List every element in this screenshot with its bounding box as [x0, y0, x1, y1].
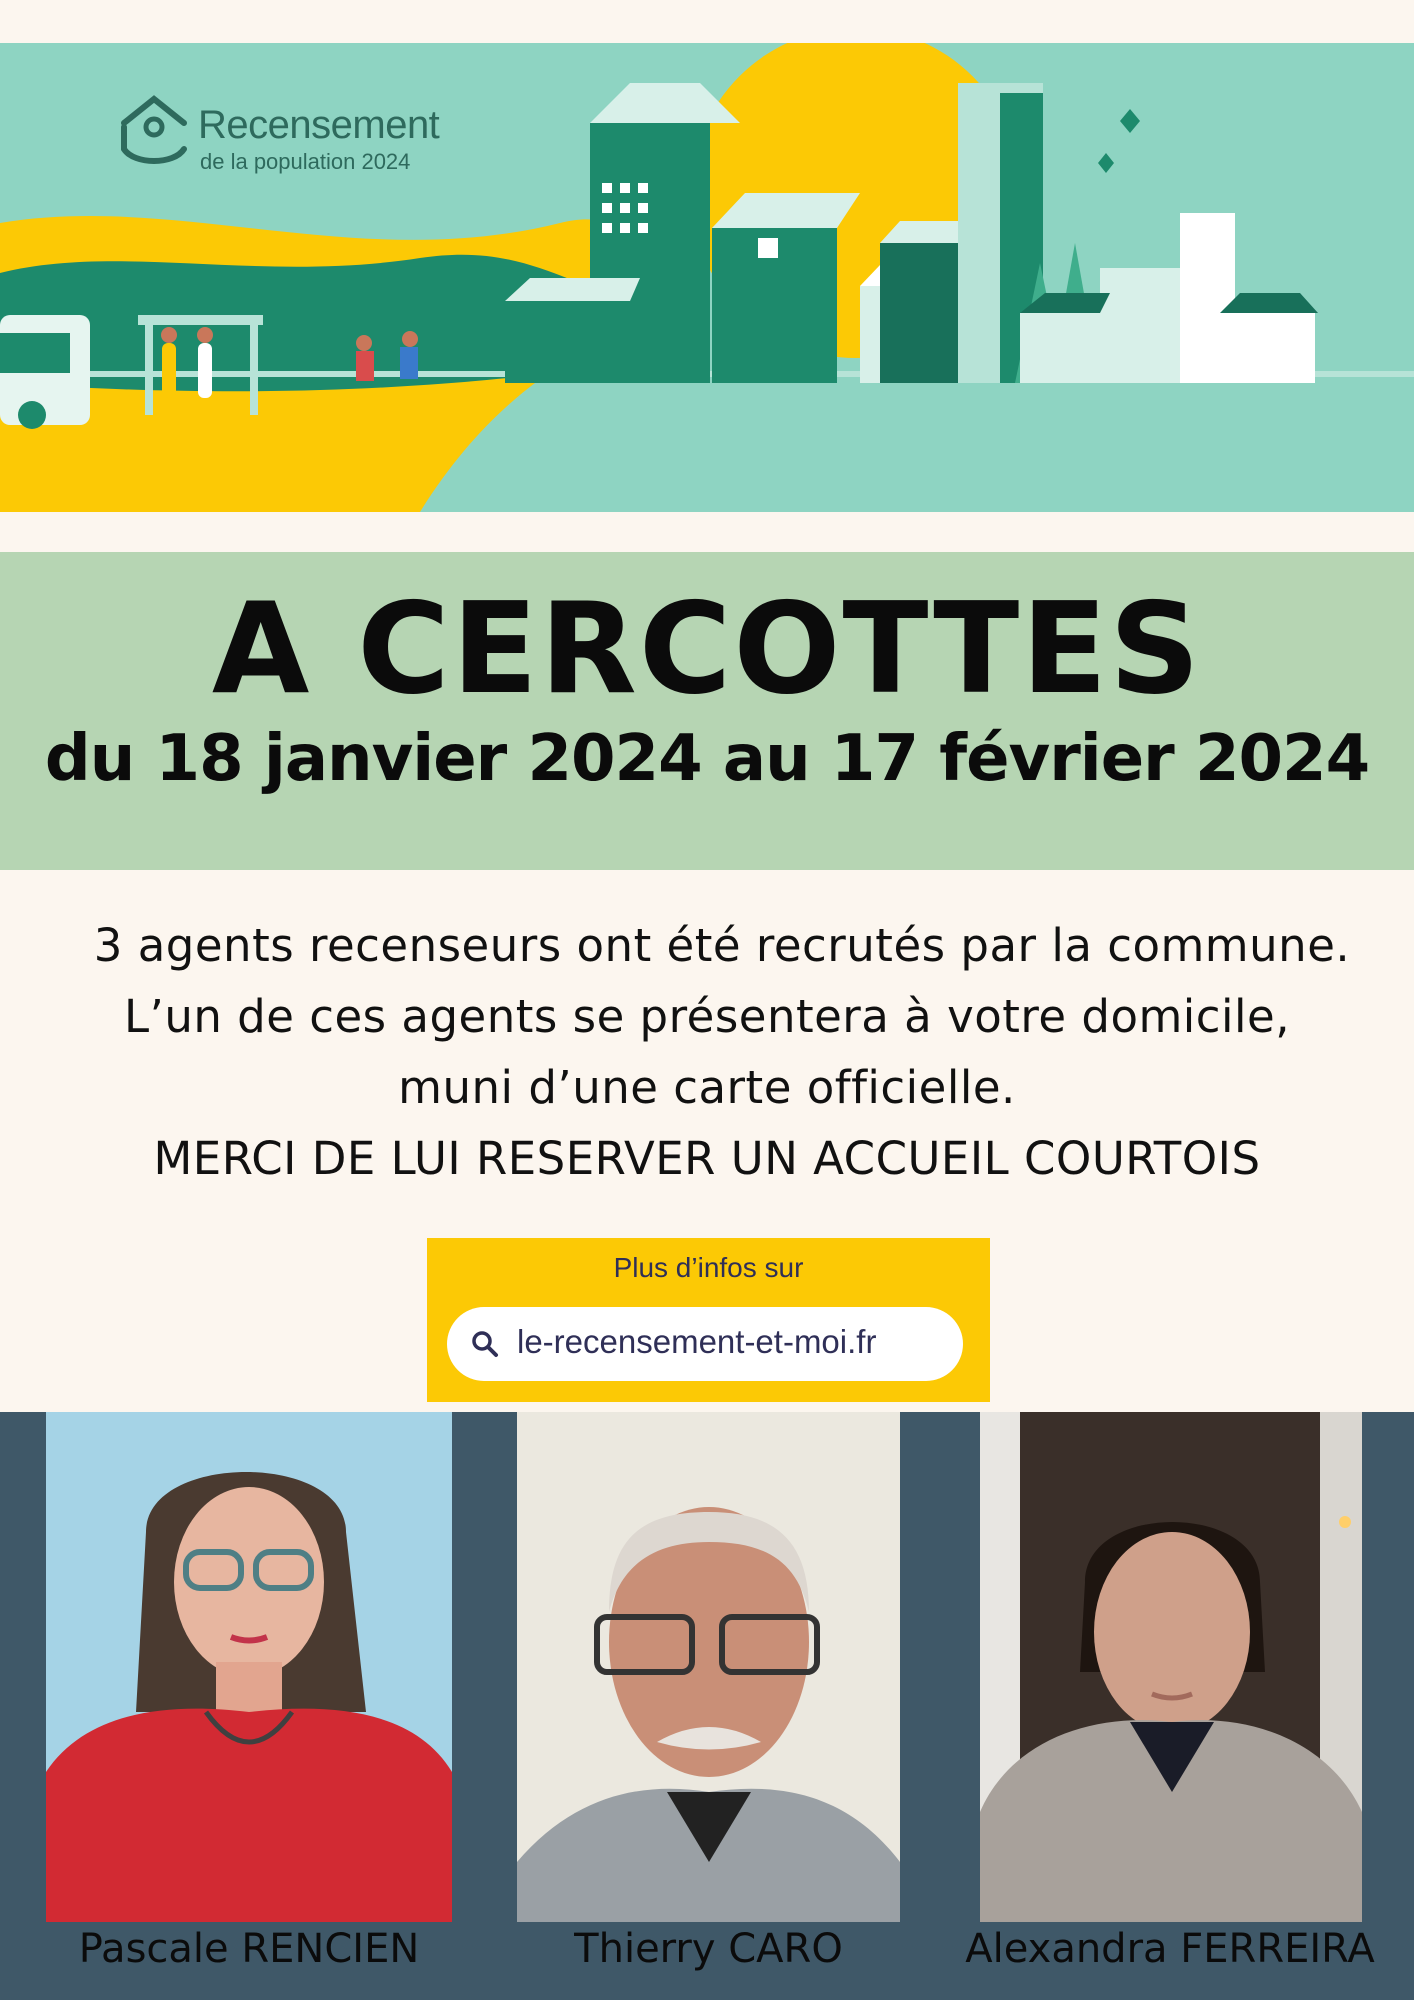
census-dates: du 18 janvier 2024 au 17 février 2024 [44, 722, 1370, 796]
agent-photo-alexandra [980, 1412, 1362, 1922]
website-url[interactable]: le-recensement-et-moi.fr [517, 1323, 877, 1360]
website-box [427, 1238, 990, 1402]
house-person-icon [118, 93, 190, 173]
website-search-bar[interactable] [447, 1307, 963, 1381]
agent-photo-thierry [517, 1412, 900, 1922]
census-banner [0, 43, 1414, 512]
info-line-card: muni d’une carte officielle. [398, 1061, 1016, 1114]
agent-name: Thierry CARO [574, 1926, 843, 1972]
info-text [0, 910, 1414, 1194]
logo-subtitle: de la population 2024 [200, 149, 411, 174]
town-title: A CERCOTTES [211, 575, 1203, 722]
agent-photo-pascale [46, 1412, 452, 1922]
headline-band [0, 552, 1414, 870]
agents-section [0, 1412, 1414, 2000]
agent-name: Alexandra FERREIRA [965, 1926, 1375, 1972]
info-line-visit: L’un de ces agents se présentera à votre domicile, [123, 990, 1291, 1043]
logo-title: Recensement [198, 103, 440, 147]
info-line-agents: 3 agents recenseurs ont été recrutés par la commune. [93, 919, 1351, 972]
search-icon [471, 1330, 499, 1358]
info-line-courtesy: MERCI DE LUI RESERVER UN ACCUEIL COURTOIS [153, 1132, 1261, 1185]
website-label: Plus d’infos sur [613, 1252, 804, 1283]
agent-name: Pascale RENCIEN [78, 1926, 420, 1972]
census-logo [118, 93, 440, 174]
